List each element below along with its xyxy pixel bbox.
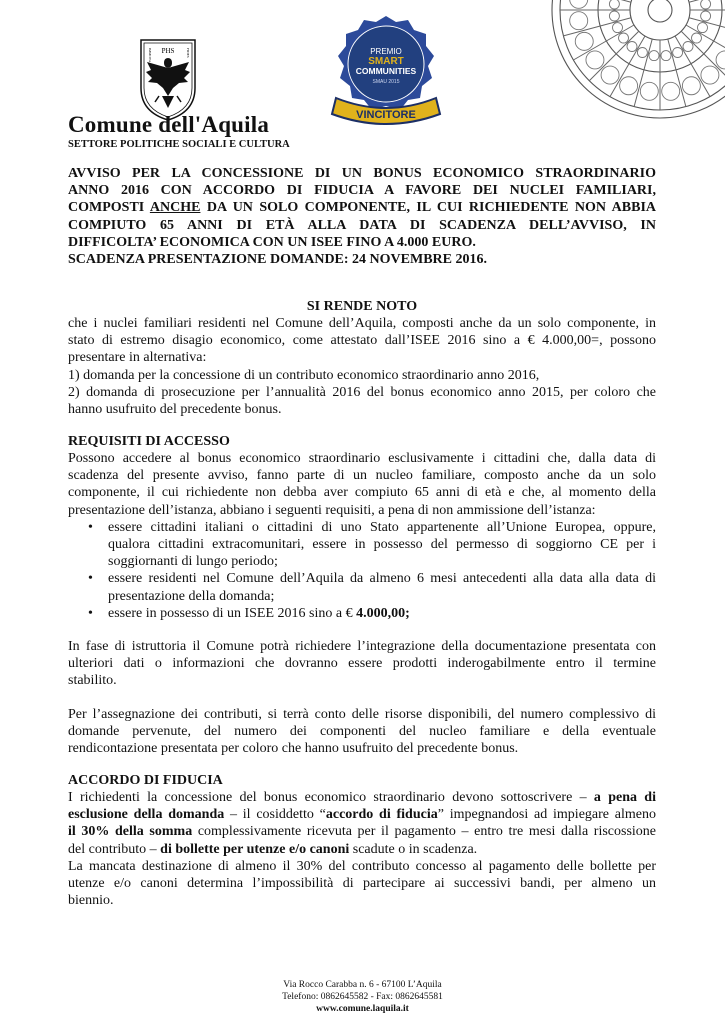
rende-noto-body: che i nuclei familiari residenti nel Comune dell’Aquila, composti anche da un solo componente, in stato di estremo disagio economico, come attestato dall’ISEE 2016 sino a € 4.000,00=, possono presentare in alternativa: 1) domanda per la concessione di un contributo economico straordinario anno 2016, 2) domanda di prosecuzione per l’annualità 2016 del bonus economico anno 2015, per coloro che hanno usufruito del precedente bonus. bbox=[68, 316, 656, 418]
svg-text:SMART: SMART bbox=[368, 56, 404, 67]
rose-window-decoration bbox=[532, 0, 725, 125]
title-line: COMPOSTI ANCHE DA UN SOLO COMPONENTE, IL CUI RICHIEDENTE NON ABBIA bbox=[68, 200, 656, 216]
comune-crest-logo bbox=[135, 36, 201, 122]
requirement-item: • essere in possesso di un ISEE 2016 sino a € 4.000,00; bbox=[88, 605, 410, 621]
comune-name: Comune dell'Aquila bbox=[68, 112, 270, 137]
svg-text:PREMIO: PREMIO bbox=[370, 47, 402, 56]
footer-website-link[interactable]: www.comune.laquila.it bbox=[316, 1004, 409, 1014]
title-line: DIFFICOLTA’ ECONOMICA CON UN ISEE FINO A 4.000 EURO. bbox=[68, 234, 476, 250]
smart-communities-award-badge bbox=[330, 14, 442, 144]
section-heading-rende-noto: SI RENDE NOTO bbox=[306, 299, 418, 314]
deadline-line: SCADENZA PRESENTAZIONE DOMANDE: 24 NOVEMBRE 2016. bbox=[68, 252, 488, 268]
page-footer bbox=[0, 979, 725, 1015]
svg-text:SMAU 2015: SMAU 2015 bbox=[372, 79, 400, 85]
svg-text:VINCITORE: VINCITORE bbox=[356, 109, 416, 121]
requirement-item: • essere cittadini italiani o cittadini di uno Stato appartenente all’Unione Europea, oppure, qualora cittadini extracomunitari, essere in possesso del permesso di soggiorno CE per i soggiornanti di lungo periodo; bbox=[88, 519, 656, 570]
footer-address: Via Rocco Carabba n. 6 - 67100 L’Aquila bbox=[283, 980, 442, 990]
assegnazione-paragraph: Per l’assegnazione dei contributi, si terrà conto delle risorse disponibili, del numero complessivo di domande pervenute, del numero dei componenti del nucleo familiare e della eventuale rendicontazione presentata per coloro che hanno usufruito del precedente bonus. bbox=[68, 707, 656, 757]
svg-text:FIDES: FIDES bbox=[186, 48, 190, 58]
settore-name: SETTORE POLITICHE SOCIALI E CULTURA bbox=[68, 139, 290, 150]
accordo-body: I richiedenti la concessione del bonus economico straordinario devono sottoscrivere – a pena di esclusione della domanda – il cosiddetto “accordo di fiducia” impegnandosi ad impiegare almeno il 30% della somma complessivamente ricevuta per il pagamento – entro tre mesi dalla riscossione del contributo – di bollette per utenze e/o canoni scadute o in scadenza. La mancata destinazione di almeno il 30% del contributo concesso al pagamento delle bollette per utenze e/o canoni determina l’impossibilità di partecipare ai successivi bandi, per almeno un biennio. bbox=[68, 790, 656, 909]
istruttoria-paragraph: In fase di istruttoria il Comune potrà richiedere l’integrazione della documentazione presentata con ulteriori dati o informazioni che dovranno essere prodotti inderogabilmente entro il termine stabilito. bbox=[68, 639, 656, 689]
svg-text:IMMOTA: IMMOTA bbox=[148, 48, 152, 63]
requirement-item: • essere residenti nel Comune dell’Aquila da almeno 6 mesi antecedenti alla data alla data di presentazione della domanda; bbox=[88, 571, 656, 604]
notice-title bbox=[68, 165, 656, 268]
title-line: AVVISO PER LA CONCESSIONE DI UN BONUS ECONOMICO STRAORDINARIO bbox=[68, 166, 656, 181]
svg-text:COMMUNITIES: COMMUNITIES bbox=[355, 66, 417, 76]
section-heading-requisiti: REQUISITI DI ACCESSO bbox=[68, 434, 230, 449]
title-line: COMPIUTO 65 ANNI DI ETÀ ALLA DATA DI SCADENZA DELL’AVVISO, IN bbox=[68, 217, 656, 233]
requisiti-body: Possono accedere al bonus economico straordinario esclusivamente i cittadini che, dalla data di scadenza del presente avviso, fanno parte di un nucleo familiare, composto anche da un solo componente, il cui richiedente non debba aver compiuto 65 anni di età e che, al momento della presentazione dell’istanza, abbiano i seguenti requisiti, a pena di non ammissione dell’istanza: • essere cittadini italiani o cittadini di uno Stato appartenente all’Unione Europea, oppure, qualora cittadini extracomunitari, essere in possesso del permesso di soggiorno CE per i soggiornanti di lungo periodo; • essere residenti nel Comune dell’Aquila da almeno 6 mesi antecedenti alla data alla data di presentazione della domanda; • essere in possesso di un ISEE 2016 sino a € 4.000,00; bbox=[68, 451, 656, 621]
section-heading-accordo: ACCORDO DI FIDUCIA bbox=[68, 773, 223, 788]
footer-phone: Telefono: 0862645582 - Fax: 0862645581 bbox=[282, 992, 443, 1002]
svg-text:PHS: PHS bbox=[161, 47, 175, 55]
title-line: ANNO 2016 CON ACCORDO DI FIDUCIA A FAVORE DEI NUCLEI FAMILIARI, bbox=[68, 183, 656, 199]
